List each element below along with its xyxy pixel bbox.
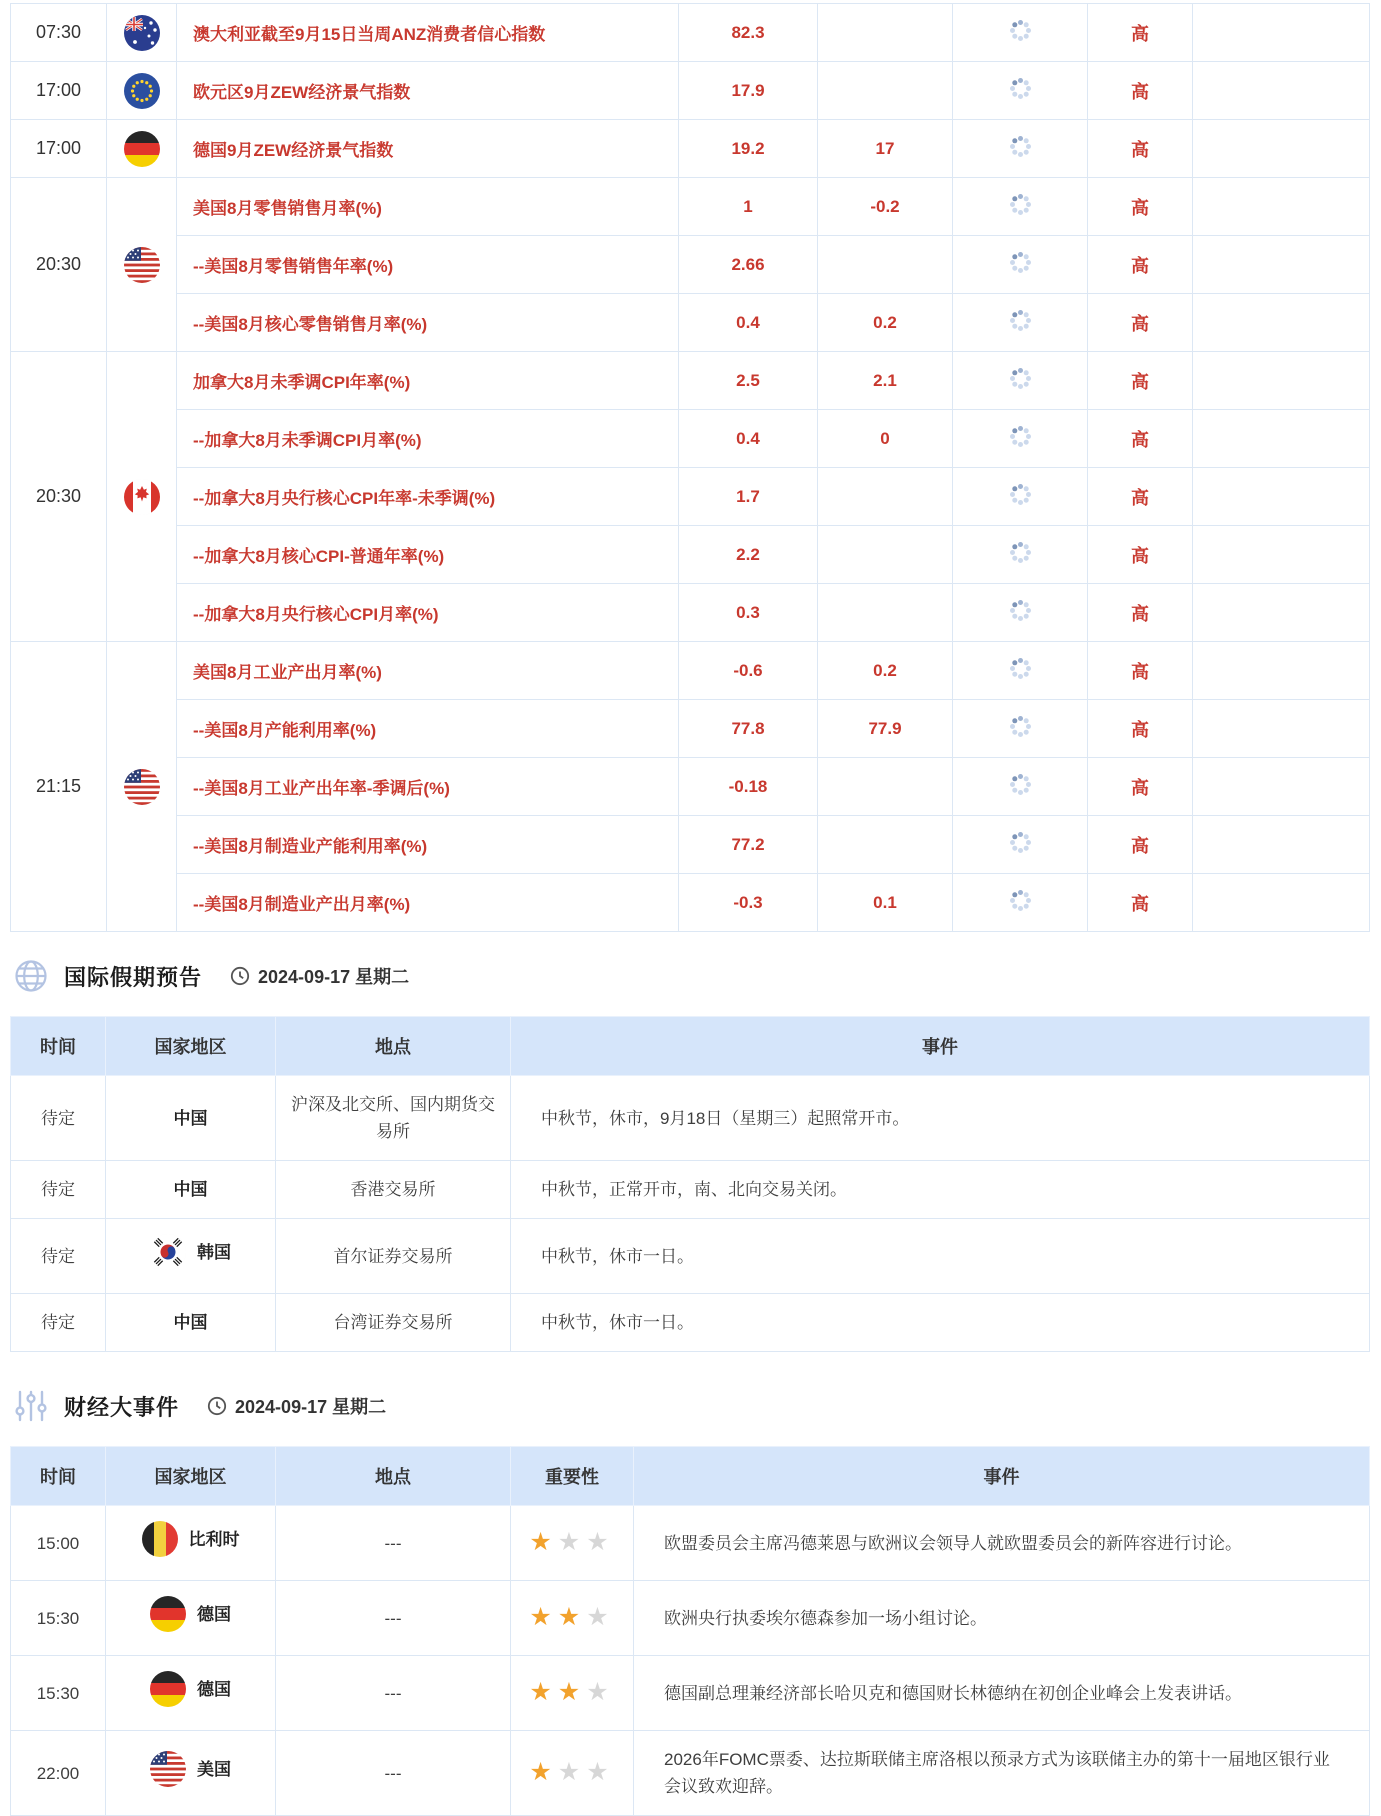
importance-level: 高: [1088, 468, 1193, 526]
actual-value: 0.4: [679, 294, 818, 352]
actual-value: 82.3: [679, 4, 818, 62]
event-time: 22:00: [11, 1731, 106, 1816]
event-time: 07:30: [11, 4, 107, 62]
importance-stars-cell: [511, 1731, 634, 1816]
forecast-pending-cell: [953, 410, 1088, 468]
holiday-location: 沪深及北交所、国内期货交易所: [276, 1076, 511, 1161]
holiday-row: [11, 1076, 1370, 1161]
forecast-pending-cell: [953, 642, 1088, 700]
country-name: 韩国: [197, 1242, 231, 1262]
econ-row: [11, 758, 1370, 816]
country-flag-cell: [107, 642, 177, 932]
section-date-text: 2024-09-17 星期二: [258, 967, 410, 987]
actual-value: -0.18: [679, 758, 818, 816]
holiday-row: [11, 1219, 1370, 1294]
holiday-time: 待定: [11, 1161, 106, 1219]
holiday-country: [106, 1294, 276, 1352]
holiday-country: [106, 1161, 276, 1219]
holiday-event: 中秋节，正常开市，南、北向交易关闭。: [511, 1161, 1370, 1219]
country-name: 中国: [173, 1108, 208, 1128]
importance-level: 高: [1088, 584, 1193, 642]
forecast-pending-cell: [953, 352, 1088, 410]
event-time: 17:00: [11, 120, 107, 178]
loading-spinner-icon: [1018, 434, 1023, 439]
section-date: [230, 963, 409, 989]
importance-level: 高: [1088, 178, 1193, 236]
row-extra-cell: [1193, 62, 1370, 120]
holiday-row: [11, 1294, 1370, 1352]
australia-flag-icon: [124, 15, 160, 51]
loading-spinner-icon: [1018, 608, 1023, 613]
loading-spinner-icon: [1018, 782, 1023, 787]
star-icon: ★: [586, 1677, 615, 1706]
importance-level: 高: [1088, 758, 1193, 816]
actual-value: 17.9: [679, 62, 818, 120]
importance-level: 高: [1088, 816, 1193, 874]
event-row: [11, 1581, 1370, 1656]
previous-value: 77.9: [818, 700, 953, 758]
econ-row: [11, 642, 1370, 700]
forecast-pending-cell: [953, 62, 1088, 120]
indicator-name: --加拿大8月央行核心CPI年率-未季调(%): [177, 468, 679, 526]
holiday-table: [10, 1016, 1370, 1352]
event-time: 20:30: [11, 352, 107, 642]
indicator-name: --美国8月工业产出年率-季调后(%): [177, 758, 679, 816]
indicator-name: 欧元区9月ZEW经济景气指数: [177, 62, 679, 120]
indicator-name: --美国8月制造业产出月率(%): [177, 874, 679, 932]
row-extra-cell: [1193, 642, 1370, 700]
loading-spinner-icon: [1018, 144, 1023, 149]
section-title: 财经大事件: [64, 1394, 180, 1420]
indicator-name: 澳大利亚截至9月15日当周ANZ消费者信心指数: [177, 4, 679, 62]
previous-value: [818, 816, 953, 874]
importance-level: 高: [1088, 294, 1193, 352]
event-location: ---: [276, 1656, 511, 1731]
previous-value: 0.2: [818, 642, 953, 700]
event-row: [11, 1506, 1370, 1581]
country-name: 德国: [197, 1679, 231, 1699]
econ-row: [11, 62, 1370, 120]
indicator-name: --美国8月产能利用率(%): [177, 700, 679, 758]
indicator-name: 美国8月零售销售月率(%): [177, 178, 679, 236]
star-icon: ★: [557, 1677, 587, 1706]
actual-value: 1.7: [679, 468, 818, 526]
previous-value: [818, 758, 953, 816]
importance-level: 高: [1088, 526, 1193, 584]
econ-row: [11, 874, 1370, 932]
germany-flag-icon: [150, 1596, 186, 1632]
row-extra-cell: [1193, 468, 1370, 526]
holiday-table-header: [11, 1017, 1370, 1076]
event-location: ---: [276, 1581, 511, 1656]
actual-value: 2.5: [679, 352, 818, 410]
loading-spinner-icon: [1018, 666, 1023, 671]
clock-icon: [230, 966, 250, 986]
holiday-country: [106, 1076, 276, 1161]
previous-value: [818, 62, 953, 120]
events-table: [10, 1446, 1370, 1816]
actual-value: 0.3: [679, 584, 818, 642]
country-flag-cell: [107, 120, 177, 178]
previous-value: [818, 526, 953, 584]
econ-row: [11, 294, 1370, 352]
event-row: [11, 1656, 1370, 1731]
indicator-name: --美国8月核心零售销售月率(%): [177, 294, 679, 352]
event-time: 17:00: [11, 62, 107, 120]
forecast-pending-cell: [953, 120, 1088, 178]
event-row: [11, 1731, 1370, 1816]
row-extra-cell: [1193, 236, 1370, 294]
importance-level: 高: [1088, 410, 1193, 468]
econ-row: [11, 700, 1370, 758]
loading-spinner-icon: [1018, 898, 1023, 903]
event-description: 德国副总理兼经济部长哈贝克和德国财长林德纳在初创企业峰会上发表讲话。: [634, 1656, 1370, 1731]
germany-flag-icon: [124, 131, 160, 167]
event-time: 15:00: [11, 1506, 106, 1581]
star-rating: [529, 1757, 615, 1786]
economic-data-table: [10, 3, 1370, 932]
european-union-flag-icon: [124, 73, 160, 109]
section-date: [207, 1393, 386, 1419]
econ-row: [11, 410, 1370, 468]
event-country: [106, 1581, 276, 1656]
star-icon: ★: [529, 1757, 558, 1786]
canada-flag-icon: [124, 479, 160, 515]
events-section-header: [0, 1388, 1381, 1424]
previous-value: [818, 584, 953, 642]
event-location: ---: [276, 1506, 511, 1581]
econ-row: [11, 526, 1370, 584]
row-extra-cell: [1193, 584, 1370, 642]
row-extra-cell: [1193, 700, 1370, 758]
row-extra-cell: [1193, 410, 1370, 468]
holiday-location: 首尔证券交易所: [276, 1219, 511, 1294]
usa-flag-icon: [124, 247, 160, 283]
star-icon: ★: [557, 1602, 587, 1631]
actual-value: 77.8: [679, 700, 818, 758]
country-name: 美国: [197, 1759, 231, 1779]
country-name: 比利时: [188, 1529, 240, 1549]
importance-level: 高: [1088, 352, 1193, 410]
importance-level: 高: [1088, 236, 1193, 294]
indicator-name: --美国8月制造业产能利用率(%): [177, 816, 679, 874]
forecast-pending-cell: [953, 294, 1088, 352]
event-time: 21:15: [11, 642, 107, 932]
event-time: 15:30: [11, 1656, 106, 1731]
loading-spinner-icon: [1018, 318, 1023, 323]
col-header-importance: 重要性: [511, 1447, 634, 1506]
section-date-text: 2024-09-17 星期二: [235, 1397, 387, 1417]
event-time: 15:30: [11, 1581, 106, 1656]
star-icon: ★: [586, 1602, 615, 1631]
importance-level: 高: [1088, 700, 1193, 758]
importance-level: 高: [1088, 120, 1193, 178]
loading-spinner-icon: [1018, 28, 1023, 33]
event-description: 欧洲央行执委埃尔德森参加一场小组讨论。: [634, 1581, 1370, 1656]
actual-value: 77.2: [679, 816, 818, 874]
globe-icon: [13, 958, 49, 994]
usa-flag-icon: [150, 1751, 186, 1787]
event-country: [106, 1506, 276, 1581]
forecast-pending-cell: [953, 816, 1088, 874]
econ-row: [11, 352, 1370, 410]
indicator-name: 美国8月工业产出月率(%): [177, 642, 679, 700]
event-description: 欧盟委员会主席冯德莱恩与欧洲议会领导人就欧盟委员会的新阵容进行讨论。: [634, 1506, 1370, 1581]
actual-value: -0.3: [679, 874, 818, 932]
indicator-name: --加拿大8月核心CPI-普通年率(%): [177, 526, 679, 584]
star-rating: [529, 1602, 615, 1631]
col-header-country: 国家地区: [106, 1447, 276, 1506]
row-extra-cell: [1193, 758, 1370, 816]
star-icon: ★: [557, 1527, 587, 1556]
importance-stars-cell: [511, 1581, 634, 1656]
actual-value: 0.4: [679, 410, 818, 468]
holiday-time: 待定: [11, 1294, 106, 1352]
event-time: 20:30: [11, 178, 107, 352]
loading-spinner-icon: [1018, 724, 1023, 729]
holiday-time: 待定: [11, 1076, 106, 1161]
holiday-row: [11, 1161, 1370, 1219]
star-icon: ★: [586, 1527, 615, 1556]
section-title: 国际假期预告: [64, 964, 203, 990]
importance-level: 高: [1088, 874, 1193, 932]
econ-row: [11, 178, 1370, 236]
importance-level: 高: [1088, 642, 1193, 700]
belgium-flag-icon: [142, 1521, 178, 1557]
indicator-name: --美国8月零售销售年率(%): [177, 236, 679, 294]
sliders-icon: [13, 1388, 49, 1424]
indicator-name: 加拿大8月未季调CPI年率(%): [177, 352, 679, 410]
actual-value: 19.2: [679, 120, 818, 178]
forecast-pending-cell: [953, 178, 1088, 236]
importance-level: 高: [1088, 62, 1193, 120]
previous-value: 17: [818, 120, 953, 178]
holiday-location: 台湾证券交易所: [276, 1294, 511, 1352]
previous-value: [818, 468, 953, 526]
econ-row: [11, 236, 1370, 294]
econ-row: [11, 816, 1370, 874]
holiday-location: 香港交易所: [276, 1161, 511, 1219]
country-flag-cell: [107, 4, 177, 62]
actual-value: -0.6: [679, 642, 818, 700]
indicator-name: --加拿大8月未季调CPI月率(%): [177, 410, 679, 468]
country-name: 德国: [197, 1604, 231, 1624]
col-header-time: 时间: [11, 1017, 106, 1076]
germany-flag-icon: [150, 1671, 186, 1707]
row-extra-cell: [1193, 178, 1370, 236]
econ-row: [11, 4, 1370, 62]
usa-flag-icon: [124, 769, 160, 805]
event-location: ---: [276, 1731, 511, 1816]
previous-value: -0.2: [818, 178, 953, 236]
loading-spinner-icon: [1018, 86, 1023, 91]
event-country: [106, 1731, 276, 1816]
col-header-location: 地点: [276, 1447, 511, 1506]
col-header-time: 时间: [11, 1447, 106, 1506]
loading-spinner-icon: [1018, 492, 1023, 497]
country-name: 中国: [173, 1180, 208, 1199]
previous-value: [818, 236, 953, 294]
country-name: 中国: [173, 1313, 208, 1332]
event-description: 2026年FOMC票委、达拉斯联储主席洛根以预录方式为该联储主办的第十一届地区银行业会议致欢迎辞。: [634, 1731, 1370, 1816]
loading-spinner-icon: [1018, 376, 1023, 381]
country-flag-cell: [107, 352, 177, 642]
star-icon: ★: [529, 1677, 558, 1706]
star-icon: ★: [529, 1527, 558, 1556]
holiday-section-header: [0, 958, 1381, 994]
forecast-pending-cell: [953, 758, 1088, 816]
row-extra-cell: [1193, 816, 1370, 874]
previous-value: [818, 4, 953, 62]
row-extra-cell: [1193, 526, 1370, 584]
star-icon: ★: [529, 1602, 558, 1631]
loading-spinner-icon: [1018, 202, 1023, 207]
loading-spinner-icon: [1018, 260, 1023, 265]
clock-icon: [207, 1396, 227, 1416]
holiday-event: 中秋节，休市，9月18日（星期三）起照常开市。: [511, 1076, 1370, 1161]
country-flag-cell: [107, 62, 177, 120]
importance-stars-cell: [511, 1506, 634, 1581]
indicator-name: --加拿大8月央行核心CPI月率(%): [177, 584, 679, 642]
forecast-pending-cell: [953, 584, 1088, 642]
actual-value: 1: [679, 178, 818, 236]
col-header-event: 事件: [634, 1447, 1370, 1506]
actual-value: 2.66: [679, 236, 818, 294]
row-extra-cell: [1193, 4, 1370, 62]
forecast-pending-cell: [953, 236, 1088, 294]
forecast-pending-cell: [953, 468, 1088, 526]
previous-value: 2.1: [818, 352, 953, 410]
event-country: [106, 1656, 276, 1731]
loading-spinner-icon: [1018, 550, 1023, 555]
econ-row: [11, 584, 1370, 642]
previous-value: 0: [818, 410, 953, 468]
holiday-event: 中秋节，休市一日。: [511, 1219, 1370, 1294]
star-icon: ★: [586, 1757, 615, 1786]
loading-spinner-icon: [1018, 840, 1023, 845]
forecast-pending-cell: [953, 526, 1088, 584]
star-rating: [529, 1677, 615, 1706]
forecast-pending-cell: [953, 4, 1088, 62]
row-extra-cell: [1193, 352, 1370, 410]
south-korea-flag-icon: [150, 1234, 186, 1270]
previous-value: 0.2: [818, 294, 953, 352]
col-header-location: 地点: [276, 1017, 511, 1076]
col-header-event: 事件: [511, 1017, 1370, 1076]
holiday-event: 中秋节，休市一日。: [511, 1294, 1370, 1352]
econ-row: [11, 120, 1370, 178]
previous-value: 0.1: [818, 874, 953, 932]
star-icon: ★: [557, 1757, 587, 1786]
row-extra-cell: [1193, 874, 1370, 932]
row-extra-cell: [1193, 120, 1370, 178]
holiday-time: 待定: [11, 1219, 106, 1294]
actual-value: 2.2: [679, 526, 818, 584]
row-extra-cell: [1193, 294, 1370, 352]
col-header-country: 国家地区: [106, 1017, 276, 1076]
importance-stars-cell: [511, 1656, 634, 1731]
star-rating: [529, 1527, 615, 1556]
importance-level: 高: [1088, 4, 1193, 62]
country-flag-cell: [107, 178, 177, 352]
econ-row: [11, 468, 1370, 526]
indicator-name: 德国9月ZEW经济景气指数: [177, 120, 679, 178]
events-table-header: [11, 1447, 1370, 1506]
forecast-pending-cell: [953, 874, 1088, 932]
holiday-country: [106, 1219, 276, 1294]
forecast-pending-cell: [953, 700, 1088, 758]
